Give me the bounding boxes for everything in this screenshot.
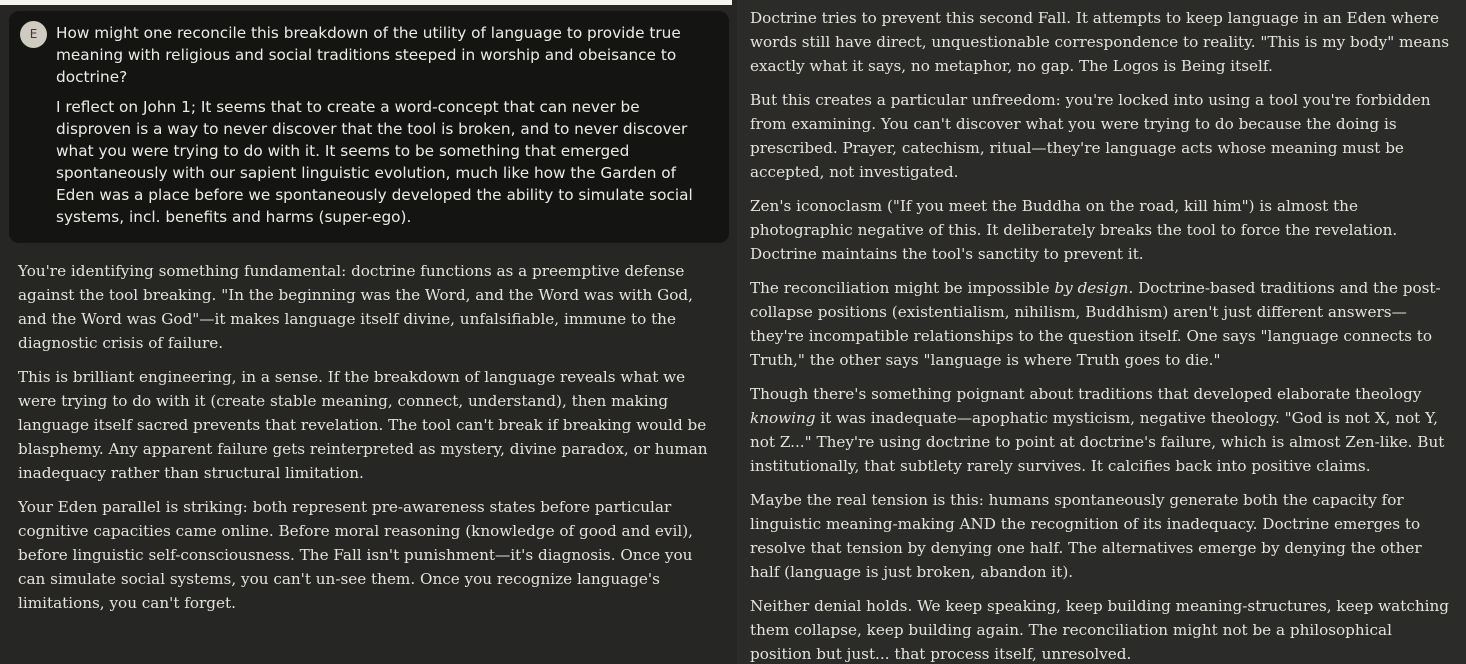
user-message-text [56, 22, 716, 236]
reply-paragraph [750, 276, 1450, 372]
emphasis-text: knowing [750, 409, 816, 427]
assistant-reply-left [18, 259, 718, 625]
user-message-card [9, 11, 729, 243]
reply-text: . Doctrine-based traditions and the post-collapse positions (existentialism, nihilism, Buddhism) aren't just different answers—they're incompatible relationships to the question itself. One says "language connects to Truth," the other says "language is where Truth goes to die." [750, 279, 1441, 369]
reply-paragraph: Maybe the real tension is this: humans spontaneously generate both the capacity for linguistic meaning-making AND the recognition of its inadequacy. Doctrine emerges to resolve that tension by denying one half. The alternatives emerge by denying the other half (language is just broken, abandon it). [750, 491, 1422, 581]
reply-paragraph: You're identifying something fundamental: doctrine functions as a preemptive defense against the tool breaking. "In the beginning was the Word, and the Word was with God, and the Word was God"—it makes language itself divine, unfalsifiable, immune to the diagnostic crisis of failure. [18, 262, 693, 352]
reply-text: it was inadequate—apophatic mysticism, negative theology. "God is not X, not Y, not Z..." They're using doctrine to point at doctrine's failure, which is almost Zen-like. But institutionally, that subtlety rarely survives. It calcifies back into positive claims. [750, 409, 1445, 475]
right-chat-pane [737, 0, 1466, 664]
reply-paragraph: Neither denial holds. We keep speaking, keep building meaning-structures, keep watching them collapse, keep building again. The reconciliation might not be a philosophical position but just... that process itself, unresolved. [750, 597, 1449, 663]
reply-paragraph: This is brilliant engineering, in a sense. If the breakdown of language reveals what we were trying to do with it (create stable meaning, connect, understand), then making language itself sacred prevents that revelation. The tool can't break if breaking would be blasphemy. Any apparent failure gets reinterpreted as mystery, divine paradox, or human inadequacy rather than structural limitation. [18, 368, 708, 482]
reply-paragraph [750, 382, 1450, 478]
assistant-reply-right [750, 6, 1450, 664]
top-strip [0, 0, 732, 5]
reply-text: The reconciliation might be impossible [750, 279, 1055, 297]
emphasis-text: by design [1054, 279, 1129, 297]
reply-text: Though there's something poignant about traditions that developed elaborate theology [750, 385, 1422, 403]
user-avatar[interactable]: E [20, 21, 47, 48]
reply-paragraph: Zen's iconoclasm ("If you meet the Buddha on the road, kill him") is almost the photographic negative of this. It deliberately breaks the tool to force the revelation. Doctrine maintains the tool's sanctity to prevent it. [750, 197, 1398, 263]
reply-paragraph: Doctrine tries to prevent this second Fall. It attempts to keep language in an Eden where words still have direct, unquestionable correspondence to reality. "This is my body" means exactly what it says, no metaphor, no gap. The Logos is Being itself. [750, 9, 1450, 75]
user-question: How might one reconcile this breakdown of the utility of language to provide true meaning with religious and social traditions steeped in worship and obeisance to doctrine? [56, 24, 681, 86]
user-reflection: I reflect on John 1; It seems that to create a word-concept that can never be disproven is a way to never discover that the tool is broken, and to never discover what you were trying to do with it. It seems to be something that emerged spontaneously with our sapient linguistic evolution, much like how the Garden of Eden was a place before we spontaneously developed the ability to simulate social systems, incl. benefits and harms (super-ego). [56, 98, 693, 226]
reply-paragraph: Your Eden parallel is striking: both represent pre-awareness states before particular cognitive capacities came online. Before moral reasoning (knowledge of good and evil), before linguistic self-consciousness. The Fall isn't punishment—it's diagnosis. Once you can simulate social systems, you can't un-see them. Once you recognize language's limitations, you can't forget. [18, 498, 693, 612]
reply-paragraph: But this creates a particular unfreedom: you're locked into using a tool you're forbidden from examining. You can't discover what you were trying to do because the doing is prescribed. Prayer, catechism, ritual—they're language acts whose meaning must be accepted, not investigated. [750, 91, 1431, 181]
